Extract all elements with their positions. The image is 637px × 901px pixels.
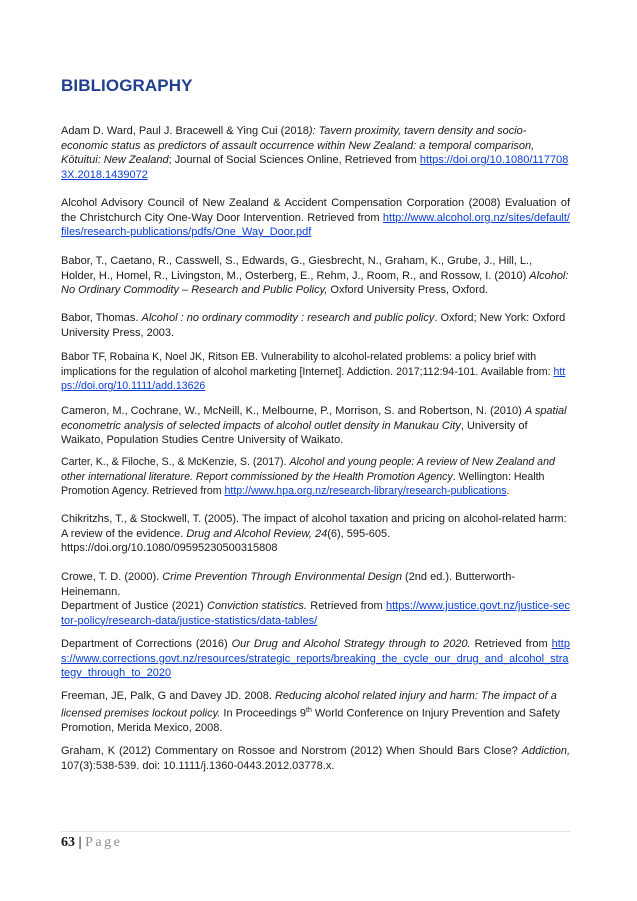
italic-title: Drug and Alcohol Review, 24 <box>186 527 328 540</box>
bibliography-entry <box>61 599 570 628</box>
reference-text: Cameron, M., Cochrane, W., McNeill, K., Melbourne, P., Morrison, S. and Robertson, N. (2010) <box>61 405 525 417</box>
reference-text: Graham, K (2012) Commentary on Rossoe and Norstrom (2012) When Should Bars Close? <box>61 745 522 757</box>
italic-title: Alcohol and young people: A review of New Zealand and other international literature. Report commissioned by the Health Promotion Agency <box>61 456 555 483</box>
italic-title: Addiction, <box>521 745 570 757</box>
reference-text: Babor, Thomas. <box>61 312 142 324</box>
italic-title: ): Tavern proximity, tavern density and socio-economic status as predictors of assault occurrence within New Zealand: a temporal comparison, Kōtuitui: New Zealand <box>61 125 535 167</box>
bibliography-entry <box>61 350 570 394</box>
reference-text: Oxford University Press, Oxford. <box>327 284 489 297</box>
reference-link[interactable]: https://doi.org/10.1111/add.13626 <box>61 365 566 393</box>
reference-text: Crowe, T. D. (2000). <box>61 571 163 583</box>
bibliography-entry <box>61 196 570 240</box>
bibliography-entry <box>61 404 570 448</box>
reference-text: Babor, T., Caetano, R., Casswell, S., Edwards, G., Giesbrecht, N., Graham, K., Grube, J., Hill, L., Holder, H., Homel, R., Livingston, M., Osterberg, E., Rehm, J., Room, R., and Rossow, I. (2010) <box>61 255 533 282</box>
reference-link[interactable]: http://www.alcohol.org.nz/sites/default/files/research-publications/pdfs/One_Way_Door.pdf <box>61 211 570 239</box>
reference-text: (2nd ed.). Butterworth-Heinemann. <box>61 571 516 598</box>
bibliography-entry <box>61 689 570 735</box>
bibliography-entry <box>61 637 570 681</box>
bibliography-entry <box>61 254 570 298</box>
reference-text: , University of Waikato, Population Studies Centre University of Waikato. <box>61 419 528 447</box>
reference-link[interactable]: https://www.corrections.govt.nz/resources/strategic_reports/breaking_the_cycle_our_drug_and_alcohol_strategy_through_to_2020 <box>61 638 570 680</box>
italic-title: Crime Prevention Through Environmental Design <box>162 571 402 583</box>
page-label: Page <box>85 835 123 850</box>
bibliography-entry <box>61 570 570 599</box>
reference-link[interactable]: http://www.hpa.org.nz/research-library/research-publications <box>224 485 507 498</box>
page-title: BIBLIOGRAPHY <box>61 76 193 95</box>
reference-text: In Proceedings 9 <box>220 707 306 720</box>
reference-text: . Oxford; New York: Oxford University Press, 2003. <box>61 312 566 339</box>
italic-title: Our Drug and Alcohol Strategy through to 2020. <box>231 638 471 650</box>
bibliography-entry <box>61 124 570 182</box>
italic-title: Reducing alcohol related injury and harm: The impact of a licensed premises lockout policy. <box>61 690 557 720</box>
bibliography-entry <box>61 311 570 340</box>
reference-text: Freeman, JE, Palk, G and Davey JD. 2008. <box>61 690 275 702</box>
reference-text: Retrieved from <box>470 638 552 650</box>
footer-separator: | <box>78 835 82 850</box>
page-footer <box>61 835 122 851</box>
reference-text: (6), 595-605. https://doi.org/10.1080/09595230500315808 <box>61 527 391 555</box>
footer-divider <box>61 831 570 832</box>
reference-text: . Wellington: Health Promotion Agency. Retrieved from <box>61 470 545 498</box>
reference-text: Adam D. Ward, Paul J. Bracewell & Ying Cui (2018 <box>61 125 309 137</box>
italic-title: Alcohol: No Ordinary Commodity – Research and Public Policy, <box>61 269 569 297</box>
reference-text: Chikritzhs, T., & Stockwell, T. (2005). The impact of alcohol taxation and pricing on alcohol-related harm: A review of the evidence. <box>61 513 567 540</box>
italic-title: Alcohol : no ordinary commodity : research and public policy <box>141 312 435 324</box>
bibliography-entry <box>61 744 570 773</box>
reference-text: 107(3):538-539. doi: 10.1111/j.1360-0443.2012.03778.x. <box>61 759 335 772</box>
reference-text: Department of Corrections (2016) <box>61 638 232 650</box>
reference-text: Department of Justice (2021) <box>61 600 207 612</box>
reference-text: Carter, K., & Filoche, S., & McKenzie, S. (2017). <box>61 456 290 468</box>
superscript-text: th <box>306 706 312 714</box>
reference-text: Retrieved from <box>306 600 386 612</box>
reference-text: Alcohol Advisory Council of New Zealand & Accident Compensation Corporation (2008) Evaluation of the Christchurch City One-Way Door Intervention. Retrieved from <box>61 197 570 224</box>
reference-text: World Conference on Injury Prevention and Safety Promotion, Merida Mexico, 2008. <box>61 707 560 734</box>
bibliography-entry <box>61 455 570 499</box>
italic-title: A spatial econometric analysis of selected impacts of alcohol outlet density in Manukau City <box>61 405 567 432</box>
page-number: 63 <box>61 835 75 850</box>
reference-link[interactable]: https://www.justice.govt.nz/justice-sector-policy/research-data/justice-statistics/data-tables/ <box>61 600 570 627</box>
bibliography-entry <box>61 512 570 556</box>
reference-text: Babor TF, Robaina K, Noel JK, Ritson EB. Vulnerability to alcohol-related problems: a policy brief with implications for the regulation of alcohol marketing [Internet]. Addiction. 2017;112:94-101. Available from: <box>61 351 554 378</box>
reference-text: . <box>506 485 510 498</box>
reference-text: ; Journal of Social Sciences Online, Retrieved from <box>168 154 420 167</box>
reference-link[interactable]: https://doi.org/10.1080/1177083X.2018.1439072 <box>61 154 569 181</box>
italic-title: Conviction statistics. <box>207 600 307 612</box>
